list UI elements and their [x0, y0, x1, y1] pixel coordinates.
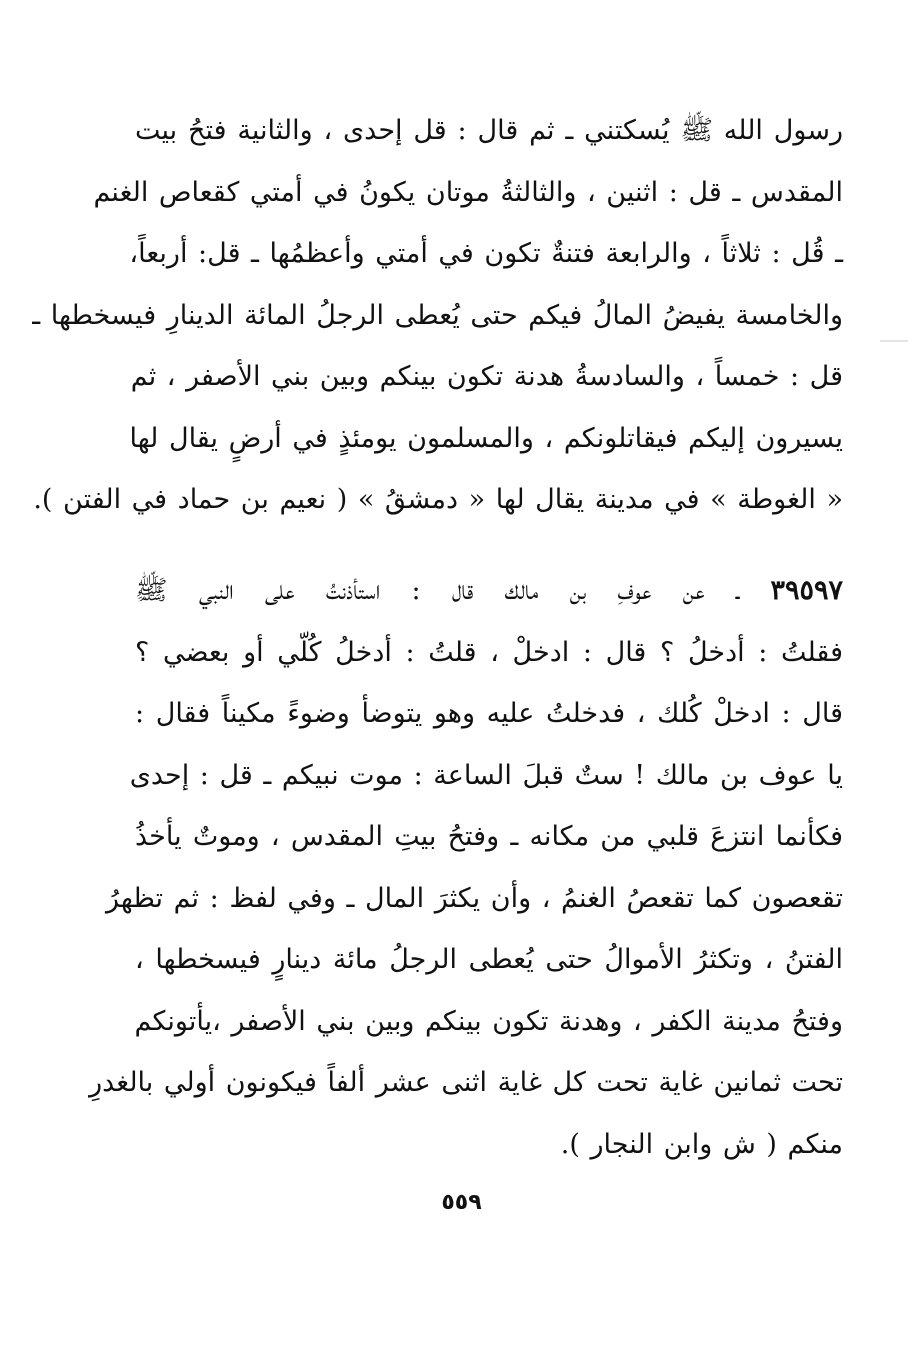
paragraph-line: يسيرون إليكم فيقاتلونكم ، والمسلمون يومئذٍ في أرضٍ يقال لها	[129, 422, 843, 454]
paragraph-first-line	[135, 560, 843, 622]
paragraph-line: فقلتُ : أدخلُ ؟ قال : ادخلْ ، قلتُ : أدخلُ كُلّي أو بعضي ؟	[135, 636, 843, 668]
paragraph-line: وفتحُ مدينة الكفر ، وهدنة تكون بينكم وبين بني الأصفر ،يأتونكم	[134, 1005, 843, 1037]
page-number: ٥٥٩	[441, 1190, 482, 1215]
paragraph-line-text: ـ عن عوفِ بن مالك قال : استأذنتُ على النبي ﷺ	[135, 575, 740, 606]
margin-mark	[880, 340, 908, 342]
paragraph-line: قال : ادخلْ كُلك ، فدخلتُ عليه وهو يتوضأ وضوءً مكيناً فقال :	[135, 698, 843, 729]
paragraph-line: يا عوف بن مالك ! ستٌ قبلَ الساعة : موت نبيكم ـ قل : إحدى	[129, 759, 843, 791]
paragraph-line: فكأنما انتزعَ قلبي من مكانه ـ وفتحُ بيتِ المقدس ، وموتٌ يأخذُ	[135, 821, 843, 852]
paragraph-line: منكم ( ش وابن النجار ).	[560, 1128, 843, 1160]
paragraph-line: « الغوطة » في مدينة يقال لها « دمشقُ » ( نعيم بن حماد في الفتن ).	[33, 484, 843, 515]
paragraph-line: ـ قُل : ثلاثاً ، والرابعة فتنةٌ تكون في أمتي وأعظمُها ـ قل: أربعاً،	[129, 238, 843, 269]
paragraph-line: قل : خمساً ، والسادسةُ هدنة تكون بينكم وبين بني الأصفر ، ثم	[130, 361, 843, 392]
paragraph-line: تقعصون كما تقعصُ الغنمُ ، وأن يكثرَ المال ـ وفي لفظ : ثم تظهرُ	[106, 882, 843, 914]
hadith-number: ٣٩٥٩٧	[770, 575, 843, 606]
paragraph-line: رسول الله ﷺ يُسكتني ـ ثم قال : قل إحدى ، والثانية فتحُ بيت	[135, 115, 843, 146]
paragraph-1	[32, 100, 843, 531]
paragraph-2	[89, 560, 843, 1175]
paragraph-line: المقدس ـ قل : اثنين ، والثالثةُ موتان يكونُ في أمتي كقعاص الغنم	[93, 176, 843, 208]
paragraph-line: والخامسة يفيضُ المالُ فيكم حتى يُعطى الرجلُ المائة الدينارِ فيسخطها ـ	[32, 299, 843, 331]
paragraph-line: تحت ثمانين غاية تحت كل غاية اثنى عشر ألفاً فيكونون أولي بالغدرِ	[89, 1067, 843, 1098]
paragraph-line: الفتنُ ، وتكثرُ الأموالُ حتى يُعطى الرجلُ مائة دينارٍ فيسخطها ،	[135, 944, 843, 975]
